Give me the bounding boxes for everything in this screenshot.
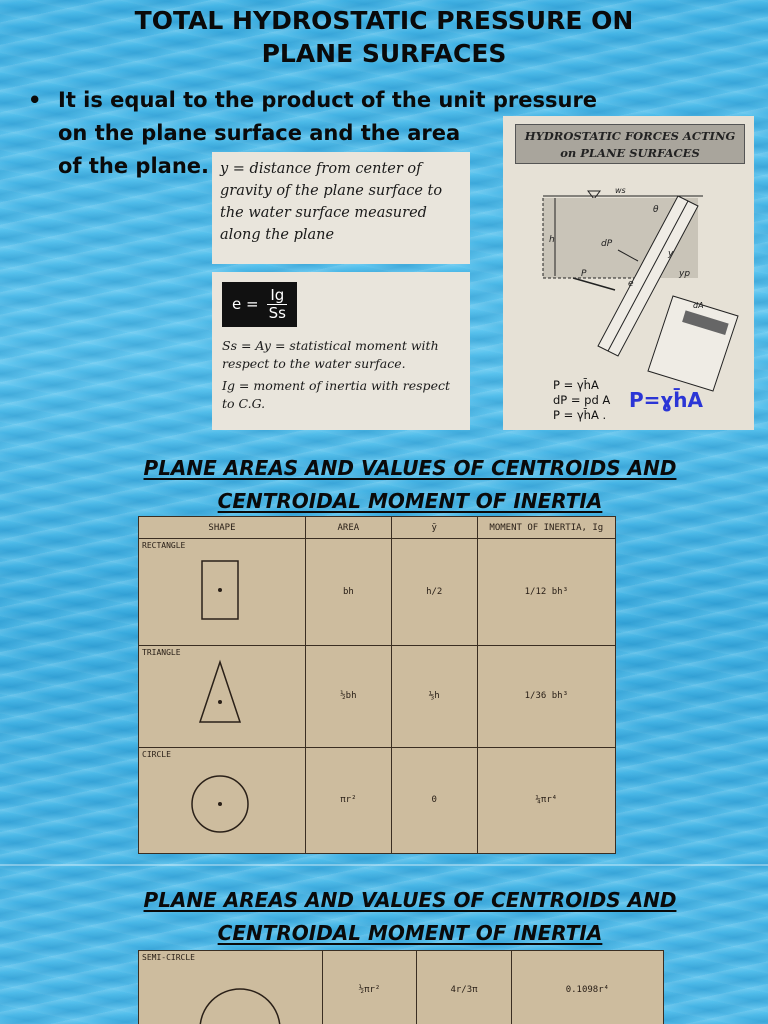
table-row (139, 747, 616, 853)
row-shape-circle: CIRCLE (142, 749, 171, 759)
cell-area: bh (305, 539, 391, 645)
label-e: e (628, 279, 634, 289)
eq-2: dP = pd A (553, 393, 611, 407)
bullet-dot: • (28, 88, 42, 112)
cell-inertia: 1/12 bh³ (477, 539, 615, 645)
label-y: y (668, 249, 674, 259)
eccentricity-formula (222, 282, 297, 327)
cell-area: ½πr² (322, 951, 417, 1024)
ss-definition: Ss = Ay = statistical moment with respect to the water surface. (222, 338, 439, 371)
section1-heading-line1: PLANE AREAS AND VALUES OF CENTROIDS AND (143, 456, 677, 480)
row-shape-semicircle: SEMI-CIRCLE (142, 953, 195, 962)
circle-shape-icon (162, 754, 282, 844)
cell-ybar: 0 (391, 747, 477, 853)
e-denominator: Ss (268, 304, 286, 322)
cell-area: ½bh (305, 645, 391, 747)
label-da: dA (693, 301, 704, 310)
cell-inertia: ¼πr⁴ (477, 747, 615, 853)
bullet-line3: of the plane. (58, 154, 209, 178)
slide-title (0, 4, 768, 70)
e-numerator: Ig (267, 287, 287, 305)
col-inertia: MOMENT OF INERTIA, Ig (477, 517, 615, 539)
col-ybar: ȳ (391, 517, 477, 539)
cell-area: πr² (305, 747, 391, 853)
y-definition-card (212, 152, 470, 264)
divider (0, 864, 768, 866)
label-h: h (549, 235, 555, 245)
p-arrow (573, 278, 615, 290)
semicircle-shape-icon (155, 954, 305, 1024)
row-shape-rectangle: RECTANGLE (142, 541, 186, 551)
main-formula: P=ɣh̄A (629, 388, 704, 412)
table-row (139, 645, 616, 747)
cell-inertia: 1/36 bh³ (477, 645, 615, 747)
col-area: AREA (305, 517, 391, 539)
hydrostatic-diagram (503, 166, 754, 416)
row-shape-triangle: TRIANGLE (142, 647, 181, 657)
table-header-row (139, 517, 616, 539)
label-p: P (581, 269, 587, 279)
e-label: e = (232, 295, 259, 313)
section2-heading (0, 884, 768, 950)
y-definition-text: y = distance from center of gravity of the plane surface to the water surface measured along the plane (220, 161, 443, 243)
slide-title-line1: TOTAL HYDROSTATIC PRESSURE ON (134, 6, 634, 35)
cell-ybar: ⅓h (391, 645, 477, 747)
section2-heading-line2: CENTROIDAL MOMENT OF INERTIA (217, 921, 603, 945)
triangle-shape-icon (162, 650, 282, 740)
centroid-table (138, 516, 616, 854)
label-theta: θ (653, 205, 659, 215)
cell-ybar: 4r/3π (417, 951, 512, 1024)
slide-title-line2: PLANE SURFACES (261, 39, 507, 68)
table-row (139, 951, 664, 1024)
section1-heading (0, 452, 768, 518)
label-dp: dP (601, 239, 613, 249)
section2-heading-line1: PLANE AREAS AND VALUES OF CENTROIDS AND (143, 888, 677, 912)
water-level-marker (588, 191, 600, 199)
label-yp: yp (679, 269, 691, 279)
cell-inertia: 0.1098r⁴ (511, 951, 663, 1024)
section1-heading-line2: CENTROIDAL MOMENT OF INERTIA (217, 489, 603, 513)
cell-ybar: h/2 (391, 539, 477, 645)
bullet-line1: It is equal to the product of the unit pressure (58, 88, 598, 112)
hydrostatic-figure (503, 116, 754, 430)
figure-title: HYDROSTATIC FORCES ACTING on PLANE SURFACES (515, 124, 745, 164)
col-shape: SHAPE (139, 517, 306, 539)
ig-definition: Ig = moment of inertia with respect to C.G. (222, 378, 450, 411)
eq-3: P = γh̄A . (553, 408, 607, 422)
semicircle-table (138, 950, 664, 1024)
ws-label: ws (615, 186, 626, 195)
eq-1: P = γh̄A (553, 378, 599, 392)
table-row (139, 539, 616, 645)
rectangle-shape-icon (162, 546, 282, 636)
plate-projection (648, 296, 738, 391)
bullet-line2: on the plane surface and the area (58, 121, 461, 145)
figure-equations (553, 378, 610, 423)
eccentricity-card (212, 272, 470, 430)
